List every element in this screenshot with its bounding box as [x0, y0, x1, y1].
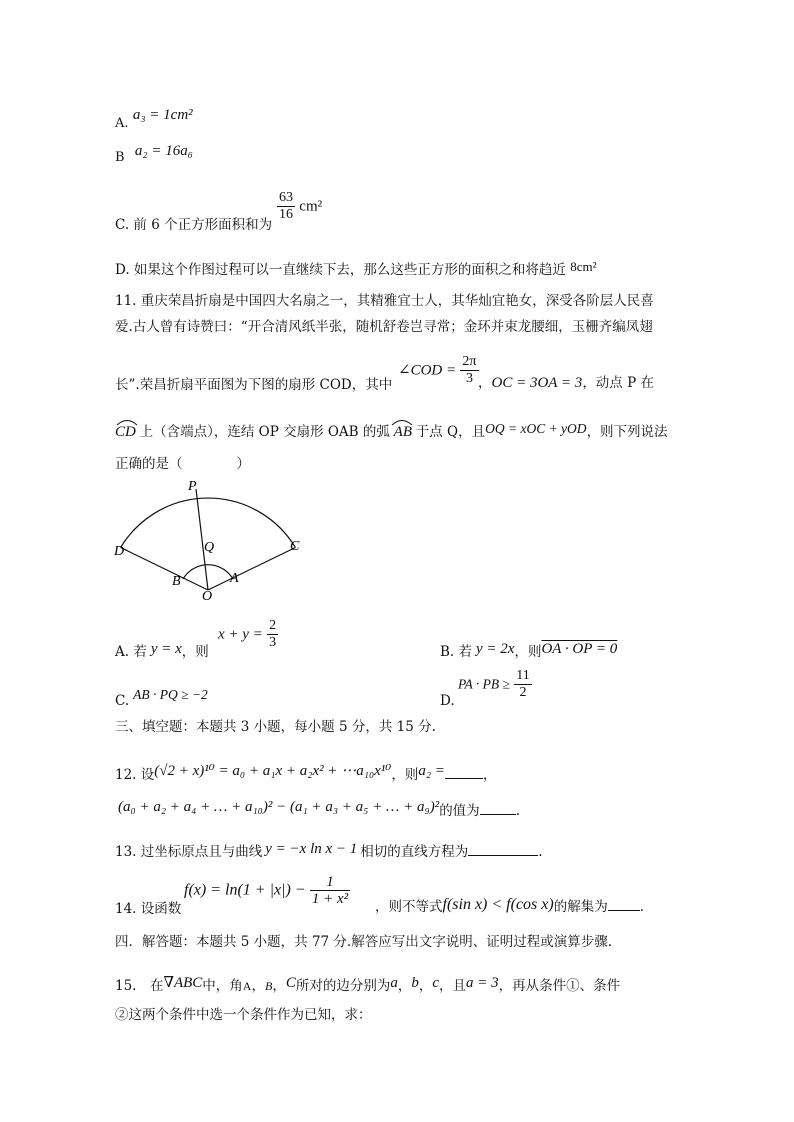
arc-mark-icon [115, 418, 139, 426]
option-label: A. [115, 116, 129, 131]
q11-option-a-result: x + y = $\frac{2}{3}$ [218, 618, 277, 650]
radius-oc [208, 548, 295, 591]
q10-option-d [115, 258, 597, 279]
math-expression: a₃ = 1cm² [132, 107, 193, 123]
q11-line-5: 正确的是（ ） [115, 456, 250, 472]
q11-line-3a: 长”.荣昌折扇平面图为下图的扇形 COD，其中 [115, 377, 393, 393]
label-c: C [290, 539, 300, 554]
fraction: $\frac{2\pi}{3}$ [462, 354, 477, 386]
math-value: 8cm² [570, 259, 597, 274]
label-q: Q [204, 540, 215, 555]
q14-function: f(x) = ln(1 + |x|) − $\frac{1}{\text{1 + x²}}$ [184, 874, 349, 907]
q11-line-2: 爱.古人曾有诗赞曰：“开合清风纸半张，随机舒卷岂寻常；金环并束龙腰细，玉栅齐编凤翅 [115, 319, 653, 335]
q12-line-1: 12. 设(√2 + x)¹⁰ = a₀ + a₁x + a₂x² + ⋯a₁₀x¹⁰，则a₂ = ， [115, 763, 497, 783]
fraction: $\frac{1}{\text{1 + x²}}$ [311, 874, 349, 907]
q11-option-d-label: D. [440, 693, 455, 709]
q15-line-2: ②这两个条件中选一个条件作为已知，求： [115, 1007, 372, 1023]
q11-line-4: CD 上（含端点），连结 OP 交扇形 OAB 的弧 AB 于点 Q，且OQ = xOC + yOD，则下列说法 [115, 420, 668, 441]
q10-option-b [115, 142, 193, 167]
q11-option-a: A. 若 y = x，则 [115, 641, 209, 660]
curve-expression: y = −x ln x − 1 [265, 841, 358, 857]
arc-cd: CD [115, 424, 140, 440]
q10-option-c-math: $\frac{63}{16}$ cm² [279, 190, 323, 222]
arc-mark-icon [390, 418, 414, 426]
q11-angle-condition: ∠COD = $\frac{2\pi}{3}$ [398, 354, 477, 386]
q13-line: 13. 过坐标原点且与曲线 y = −x ln x − 1 相切的直线方程为 . [115, 841, 543, 860]
q14-inequality: ，则不等式f(sin x) < f(cos x)的解集为 . [375, 896, 644, 915]
section-heading-3: 三、填空题：本题共 3 小题，每小题 5 分，共 15 分. [115, 719, 436, 735]
fraction: $\frac{63}{16}$ [279, 190, 293, 222]
answer-blank[interactable] [445, 764, 483, 779]
fraction: $\frac{2}{3}$ [269, 618, 277, 650]
fan-figure [110, 475, 320, 610]
q12-line-2: (a₀ + a₂ + a₄ + … + a₁₀)² − (a₁ + a₃ + a₅ + … + a₉)²的值为 . [118, 799, 520, 819]
answer-blank[interactable] [608, 896, 640, 911]
label-d: D [114, 544, 125, 559]
fraction: $\frac{11}{2}$ [516, 668, 530, 700]
label-p: P [188, 479, 197, 494]
q14-prefix: 14. 设函数 [115, 901, 182, 917]
q10-option-a [115, 106, 193, 133]
math-expression: a₂ = 16a₆ [134, 143, 193, 159]
q11-length-condition: ，OC = 3OA = 3，动点 P 在 [478, 375, 654, 391]
label-a: A [230, 571, 239, 586]
q11-option-b: B. 若 y = 2x，则OA · OP = 0 [440, 641, 618, 660]
q15-line-1: 15. 在∇ABC中，角A，B，C所对的边分别为a，b，c，且a = 3，再从条件①、条件 [115, 975, 621, 994]
sum-expression: (a₀ + a₂ + a₄ + … + a₁₀)² − (a₁ + a₃ + a₅ + … + a₉)² [118, 799, 440, 815]
option-label: B [115, 150, 125, 165]
answer-blank[interactable] [468, 841, 538, 856]
binomial-expansion: (√2 + x)¹⁰ = a₀ + a₁x + a₂x² + ⋯a₁₀x¹⁰ [154, 763, 392, 779]
label-b: B [172, 574, 181, 589]
vector-expression: OQ = xOC + yOD [485, 421, 587, 436]
q11-option-c: C. AB · PQ ≥ −2 [115, 687, 208, 709]
arc-ab: AB [390, 424, 416, 440]
radius-od [121, 548, 208, 591]
q10-option-c-text: C. 前 6 个正方形面积和为 [115, 217, 273, 233]
section-heading-4: 四．解答题：本题共 5 小题，共 77 分.解答应写出文字说明、证明过程或演算步骤. [115, 934, 613, 950]
q11-option-d: PA · PB ≥ $\frac{11}{2}$ [458, 668, 530, 700]
q11-line-1: 11. 重庆荣昌折扇是中国四大名扇之一，其精雅宜士人，其华灿宜艳女，深受各阶层人民喜 [115, 293, 654, 309]
inner-arc-ab [183, 565, 233, 579]
label-o: O [202, 589, 213, 604]
answer-blank[interactable] [480, 800, 516, 815]
option-text: D. 如果这个作图过程可以一直继续下去，那么这些正方形的面积之和将趋近 [115, 262, 566, 278]
